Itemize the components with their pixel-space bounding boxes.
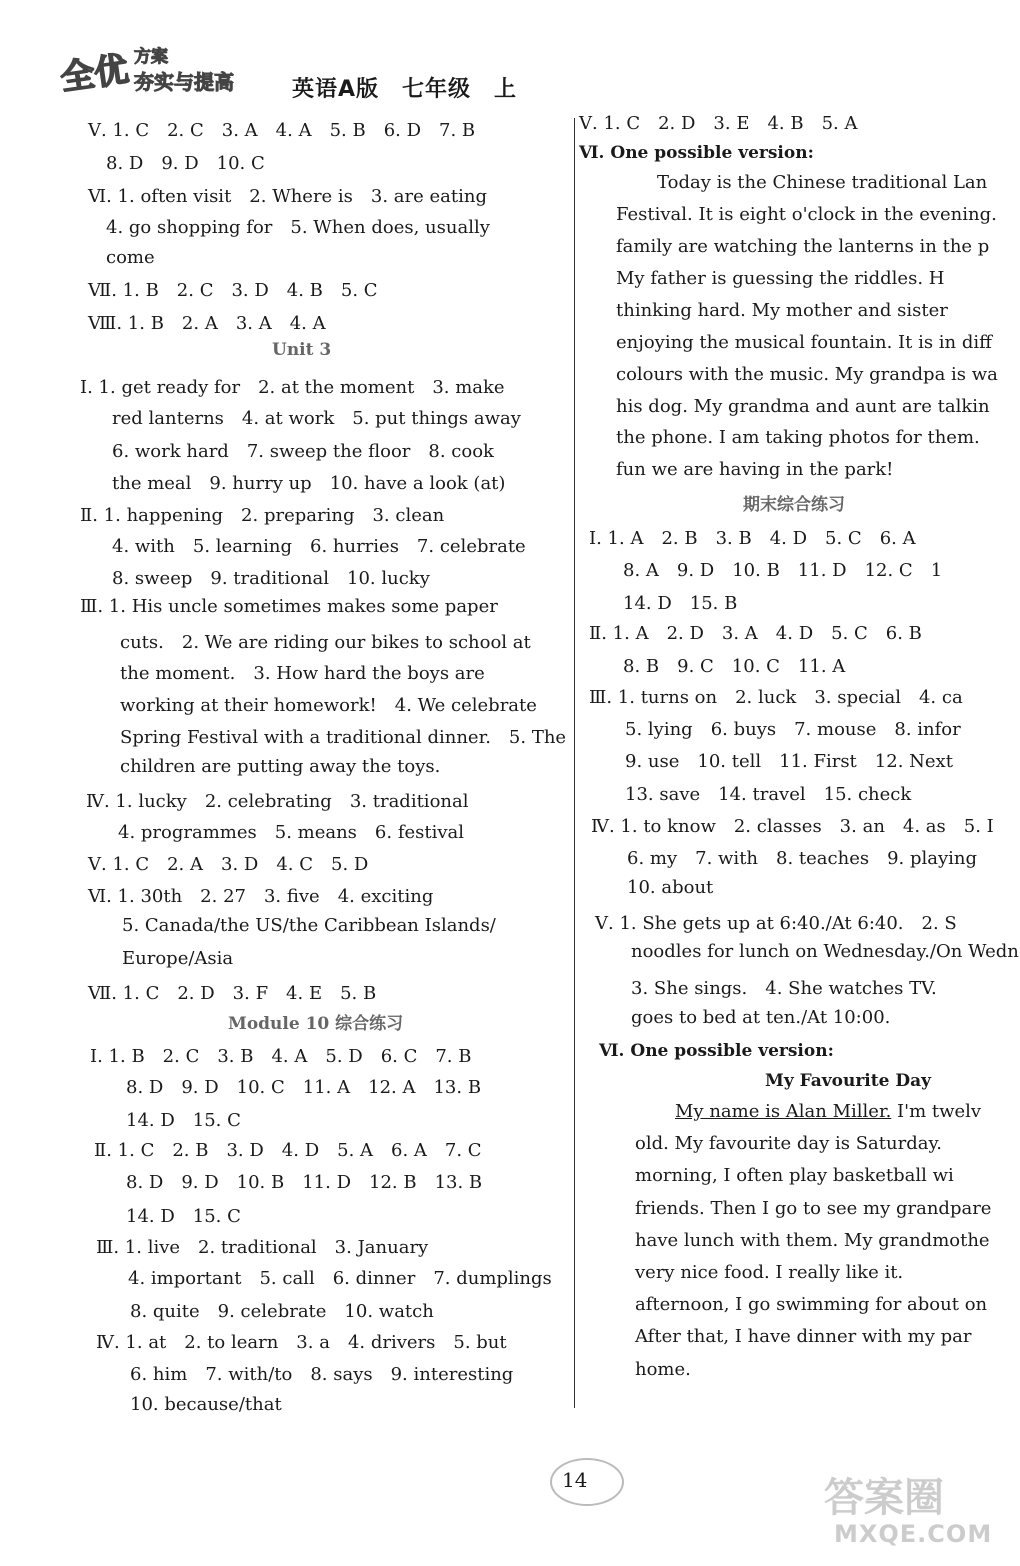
essay-line: friends. Then I go to see my grandpare	[635, 1198, 992, 1219]
right-column	[575, 0, 1020, 1566]
answer-line: Ⅴ. 1. C 2. C 3. A 4. A 5. B 6. D 7. B	[88, 120, 476, 141]
watermark-logo-text: 答案圈	[824, 1475, 944, 1521]
answer-line: Ⅴ. 1. She gets up at 6:40./At 6:40. 2. S	[595, 913, 957, 934]
answer-line: Ⅰ. 1. B 2. C 3. B 4. A 5. D 6. C 7. B	[90, 1046, 472, 1067]
answer-line: Ⅵ. 1. 30th 2. 27 3. five 4. exciting	[88, 886, 434, 907]
answer-line: Ⅵ. One possible version:	[599, 1041, 834, 1061]
essay-line: have lunch with them. My grandmothe	[635, 1230, 990, 1251]
essay-line: enjoying the musical fountain. It is in diff	[616, 332, 992, 353]
logo-main-text: 全优	[58, 49, 131, 99]
answer-line: Ⅲ. 1. turns on 2. luck 3. special 4. ca	[589, 687, 963, 708]
answer-line: children are putting away the toys.	[120, 756, 441, 777]
answer-line: 4. programmes 5. means 6. festival	[118, 822, 465, 843]
answer-line: Ⅰ. 1. get ready for 2. at the moment 3. make	[80, 377, 505, 398]
answer-line: 13. save 14. travel 15. check	[625, 784, 912, 805]
essay-line: colours with the music. My grandpa is wa	[616, 364, 998, 385]
answer-line: Ⅰ. 1. A 2. B 3. B 4. D 5. C 6. A	[589, 528, 916, 549]
section-heading: 期末综合练习	[743, 495, 845, 515]
essay-line: old. My favourite day is Saturday.	[635, 1133, 942, 1154]
answer-line: Ⅱ. 1. happening 2. preparing 3. clean	[80, 505, 445, 526]
essay-line	[675, 1101, 981, 1122]
answer-line: cuts. 2. We are riding our bikes to school at	[120, 632, 531, 653]
answer-line: Europe/Asia	[122, 948, 234, 969]
essay-line: thinking hard. My mother and sister	[616, 300, 948, 321]
answer-line: 8. B 9. C 10. C 11. A	[623, 656, 846, 677]
essay-underlined-phrase: My name is Alan Miller.	[675, 1101, 892, 1122]
logo-subtitle-2: 夯实与提高	[134, 70, 234, 94]
answer-line: the meal 9. hurry up 10. have a look (at)	[112, 473, 506, 494]
answer-line: 9. use 10. tell 11. First 12. Next	[625, 751, 953, 772]
answer-line: red lanterns 4. at work 5. put things away	[112, 408, 521, 429]
page-footer	[540, 1450, 660, 1510]
answer-line: Ⅳ. 1. at 2. to learn 3. a 4. drivers 5. but	[96, 1332, 507, 1353]
answer-line: 8. D 9. D 10. C	[106, 153, 265, 174]
answer-line: Ⅲ. 1. live 2. traditional 3. January	[96, 1237, 429, 1258]
answer-line: Ⅳ. 1. to know 2. classes 3. an 4. as 5. I	[591, 816, 994, 837]
answer-line: 10. because/that	[130, 1394, 282, 1415]
answer-line: 8. D 9. D 10. B 11. D 12. B 13. B	[126, 1172, 483, 1193]
answer-line: 3. She sings. 4. She watches TV.	[631, 978, 937, 999]
answer-line: Ⅵ. One possible version:	[579, 143, 814, 163]
essay-line: Festival. It is eight o'clock in the evening.	[616, 204, 997, 225]
answer-line: 4. with 5. learning 6. hurries 7. celebrate	[112, 536, 526, 557]
answer-line: working at their homework! 4. We celebrate	[120, 695, 537, 716]
essay-line: My father is guessing the riddles. H	[616, 268, 945, 289]
answer-line: Ⅷ. 1. B 2. A 3. A 4. A	[88, 313, 326, 334]
page-title: 英语A版 七年级 上	[292, 77, 518, 102]
answer-line: 14. D 15. C	[126, 1206, 241, 1227]
answer-line: 14. D 15. C	[126, 1110, 241, 1131]
watermark-url: MXQE.COM	[834, 1520, 993, 1548]
answer-line: 8. D 9. D 10. C 11. A 12. A 13. B	[126, 1077, 482, 1098]
answer-line: the moment. 3. How hard the boys are	[120, 663, 485, 684]
section-heading: Unit 3	[272, 340, 332, 360]
essay-line: the phone. I am taking photos for them.	[616, 427, 980, 448]
answer-line: 5. lying 6. buys 7. mouse 8. infor	[625, 719, 961, 740]
answer-line: Ⅶ. 1. C 2. D 3. F 4. E 5. B	[88, 983, 377, 1004]
essay-line: very nice food. I really like it.	[635, 1262, 904, 1283]
essay-line: family are watching the lanterns in the p	[616, 236, 990, 257]
answer-line: 14. D 15. B	[623, 593, 738, 614]
answer-line: Ⅲ. 1. His uncle sometimes makes some paper	[80, 596, 498, 617]
answer-line: goes to bed at ten./At 10:00.	[631, 1007, 891, 1028]
answer-line: Ⅵ. 1. often visit 2. Where is 3. are eating	[88, 186, 488, 207]
essay-title: My Favourite Day	[765, 1071, 931, 1091]
essay-line: home.	[635, 1359, 691, 1380]
answer-line: Ⅴ. 1. C 2. D 3. E 4. B 5. A	[579, 113, 858, 134]
answer-line: come	[106, 247, 155, 268]
answer-line: Spring Festival with a traditional dinner. 5. The	[120, 727, 567, 748]
watermark	[824, 1466, 1004, 1556]
page-number: 14	[562, 1468, 588, 1492]
answer-line: 5. Canada/the US/the Caribbean Islands/	[122, 915, 496, 936]
essay-line: Today is the Chinese traditional Lan	[657, 172, 988, 193]
answer-line: Ⅴ. 1. C 2. A 3. D 4. C 5. D	[88, 854, 369, 875]
section-heading: Module 10 综合练习	[228, 1014, 404, 1034]
essay-text: I'm twelv	[891, 1101, 982, 1122]
answer-line: noodles for lunch on Wednesday./On Wedn	[631, 941, 1019, 962]
answer-line: 8. A 9. D 10. B 11. D 12. C 1	[623, 560, 943, 581]
answer-line: 10. about	[627, 877, 714, 898]
answer-line: 4. go shopping for 5. When does, usually	[106, 217, 490, 238]
answer-line: 6. my 7. with 8. teaches 9. playing	[627, 848, 978, 869]
logo-subtitle-1: 方案	[134, 47, 168, 67]
answer-line: 4. important 5. call 6. dinner 7. dumplings	[128, 1268, 552, 1289]
answer-line: Ⅳ. 1. lucky 2. celebrating 3. traditional	[86, 791, 469, 812]
essay-line: fun we are having in the park!	[616, 459, 894, 480]
answer-line: Ⅶ. 1. B 2. C 3. D 4. B 5. C	[88, 280, 378, 301]
essay-line: afternoon, I go swimming for about on	[635, 1294, 988, 1315]
answer-line: 6. work hard 7. sweep the floor 8. cook	[112, 441, 494, 462]
answer-line: 8. quite 9. celebrate 10. watch	[130, 1301, 434, 1322]
answer-line: 8. sweep 9. traditional 10. lucky	[112, 568, 430, 589]
essay-line: morning, I often play basketball wi	[635, 1165, 954, 1186]
essay-line: his dog. My grandma and aunt are talkin	[616, 396, 990, 417]
essay-line: After that, I have dinner with my par	[635, 1326, 972, 1347]
answer-line: 6. him 7. with/to 8. says 9. interesting	[130, 1364, 514, 1385]
answer-line: Ⅱ. 1. C 2. B 3. D 4. D 5. A 6. A 7. C	[94, 1140, 482, 1161]
answer-line: Ⅱ. 1. A 2. D 3. A 4. D 5. C 6. B	[589, 623, 922, 644]
